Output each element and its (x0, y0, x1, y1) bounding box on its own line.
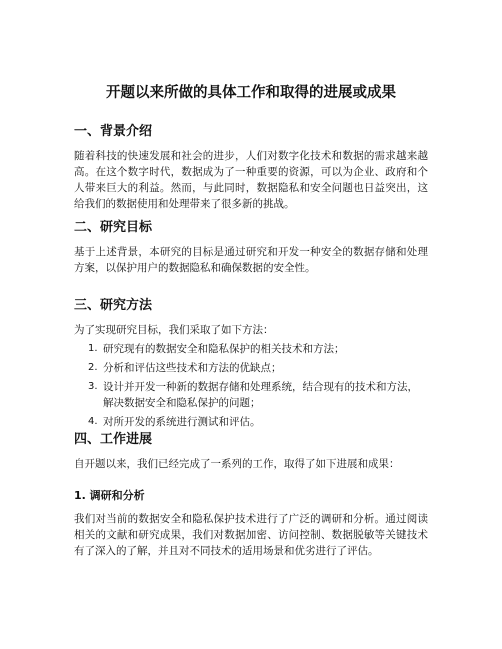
section-paragraph-background: 随着科技的快速发展和社会的进步，人们对数字化技术和数据的需求越来越高。在这个数字时代，数据成为了一种重要的资源，可以为企业、政府和个人带来巨大的利益。然而，与此同时，数据隐私和安全问题也日益突出，这给我们的数据使用和处理带来了很多新的挑战。 (74, 150, 428, 210)
subsection-paragraph-research: 我们对当前的数据安全和隐私保护技术进行了广泛的调研和分析。通过阅读相关的文献和研究成果，我们对数据加密、访问控制、数据脱敏等关键技术有了深入的了解，并且对不同技术的适用场景和优劣进行了评估。 (74, 513, 428, 557)
list-item (88, 379, 428, 411)
methods-list (88, 341, 428, 433)
document-title: 开题以来所做的具体工作和取得的进展或成果 (106, 85, 396, 101)
list-item-number: 3. (88, 381, 98, 392)
section-heading-progress: 四、工作进展 (74, 432, 153, 447)
subsection-heading-research: 1. 调研和分析 (74, 489, 145, 502)
section-heading-goals: 二、研究目标 (74, 220, 153, 235)
list-item-text: 设计并开发一种新的数据存储和处理系统，结合现有的技术和方法，解决数据安全和隐私保护的问题； (103, 381, 418, 409)
section-heading-methods: 三、研究方法 (74, 298, 153, 313)
list-item (88, 360, 428, 376)
section-paragraph-methods: 为了实现研究目标，我们采取了如下方法： (74, 324, 274, 336)
list-item-text: 分析和评估这些技术和方法的优缺点； (103, 362, 282, 374)
section-heading-background: 一、背景介绍 (74, 124, 153, 139)
list-item (88, 414, 428, 430)
list-item-text: 对所开发的系统进行测试和评估。 (103, 416, 261, 428)
list-item-number: 1. (88, 343, 98, 354)
list-item-number: 2. (88, 362, 98, 373)
section-paragraph-progress: 自开题以来，我们已经完成了一系列的工作，取得了如下进展和成果： (74, 458, 400, 470)
list-item-number: 4. (88, 416, 98, 427)
list-item (88, 341, 428, 357)
section-paragraph-goals: 基于上述背景，本研究的目标是通过研究和开发一种安全的数据存储和处理方案，以保护用户的数据隐私和确保数据的安全性。 (74, 246, 428, 274)
list-item-text: 研究现有的数据安全和隐私保护的相关技术和方法； (103, 343, 345, 355)
